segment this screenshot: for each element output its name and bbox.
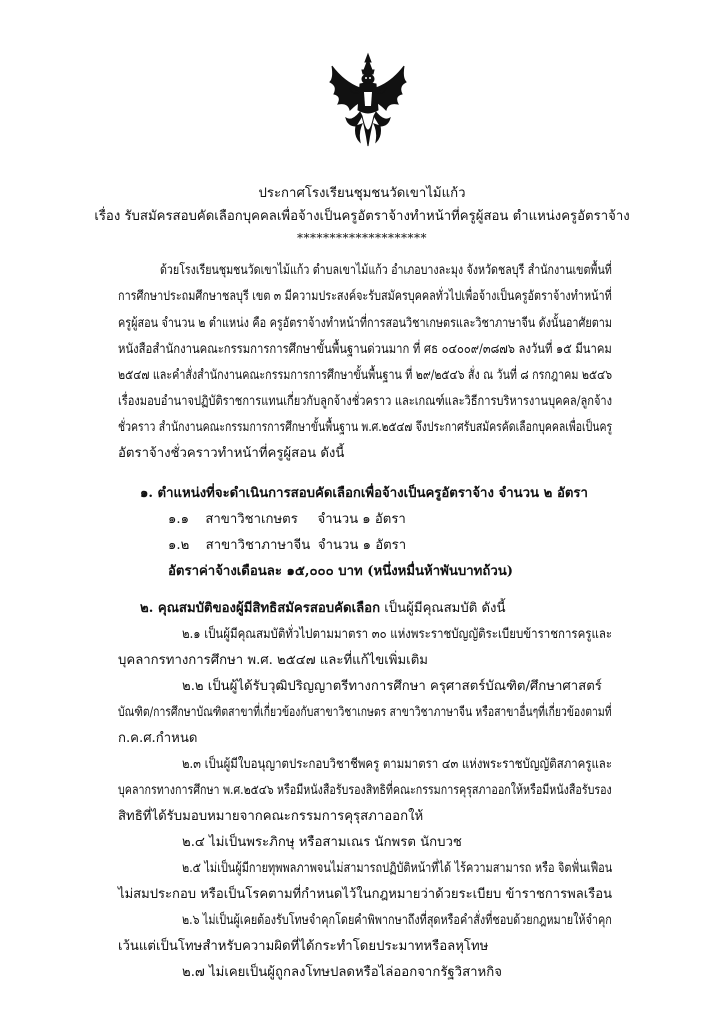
qualification-line: ๒.๑ เป็นผู้มีคุณสมบัติทั่วไปตามมาตรา ๓๐ แห่งพระราชบัญญัติระเบียบข้าราชการครูและ — [182, 627, 613, 642]
position-count: จำนวน ๑ อัตรา — [317, 538, 407, 553]
intro-line: ชั่วคราว สำนักงานคณะกรรมการการศึกษาขั้นพื้นฐาน พ.ศ.๒๕๔๗ จึงประกาศรับสมัครคัดเลือกบุคคลเพื่อเป็นครู — [118, 420, 613, 435]
qualification-line: ๒.๕ ไม่เป็นผู้มีกายทุพพลภาพจนไม่สามารถปฏิบัติหน้าที่ได้ ไร้ความสามารถ หรือ จิตฟั่นเฟือน — [182, 861, 613, 876]
section2-heading-bold: ๒. คุณสมบัติของผู้มีสิทธิสมัครสอบคัดเลือก — [140, 601, 381, 616]
intro-line: การศึกษาประถมศึกษาชลบุรี เขต ๓ มีความประสงค์จะรับสมัครบุคคลทั่วไปเพื่อจ้างเป็นครูอัตราจ้างทำหน้าที่ — [118, 289, 612, 304]
position-subject: สาขาวิชาภาษาจีน — [205, 538, 311, 553]
garuda-emblem-icon — [326, 52, 410, 148]
announcement-title: ประกาศโรงเรียนชุมชนวัดเขาไม้แก้ว — [258, 186, 466, 201]
qualification-line: ก.ค.ศ.กำหนด — [118, 731, 198, 746]
position-subject: สาขาวิชาเกษตร — [205, 512, 298, 527]
position-count: จำนวน ๑ อัตรา — [317, 512, 406, 527]
intro-line: ด้วยโรงเรียนชุมชนวัดเขาไม้แก้ว ตำบลเขาไม้แก้ว อำเภอบางละมุง จังหวัดชลบุรี สำนักงานเขตพื้นที่ — [160, 263, 612, 278]
position-number: ๑.๑ — [168, 512, 189, 527]
section1-heading: ๑. ตำแหน่งที่จะดำเนินการสอบคัดเลือกเพื่อจ้างเป็นครูอัตราจ้าง จำนวน ๒ อัตรา — [140, 486, 588, 501]
position-number: ๑.๒ — [168, 538, 190, 553]
qualification-line: ๒.๓ เป็นผู้มีใบอนุญาตประกอบวิชาชีพครู ตามมาตรา ๔๓ แห่งพระราชบัญญัติสภาครูและ — [182, 757, 612, 772]
intro-line: อัตราจ้างชั่วคราวทำหน้าที่ครูผู้สอน ดังนี้ — [118, 446, 345, 461]
qualification-line: บัณฑิต/การศึกษาบัณฑิตสาขาที่เกี่ยวข้องกับสาขาวิชาเกษตร สาขาวิชาภาษาจีน หรือสาขาอื่นๆที่เกี่ยวข้องตามที่ — [118, 705, 612, 720]
intro-line: เรื่องมอบอำนาจปฏิบัติราชการแทนเกี่ยวกับลูกจ้างชั่วคราว และเกณฑ์และวิธีการบริหารงานบุคคล/ลูกจ้าง — [118, 394, 613, 409]
qualification-line: ไม่สมประกอบ หรือเป็นโรคตามที่กำหนดไว้ในกฎหมายว่าด้วยระเบียบ ข้าราชการพลเรือน — [118, 887, 613, 902]
qualification-line: ๒.๗ ไม่เคยเป็นผู้ถูกลงโทษปลดหรือไล่ออกจากรัฐวิสาหกิจ — [182, 965, 502, 980]
qualification-line: เว้นแต่เป็นโทษสำหรับความผิดที่ได้กระทำโดยประมาทหรือลหุโทษ — [118, 939, 489, 954]
intro-line: หนังสือสำนักงานคณะกรรมการการศึกษาขั้นพื้นฐานด่วนมาก ที่ ศธ ๐๔๐๐๙/๓๘๗๖ ลงวันที่ ๑๕ มีนาคม — [118, 342, 612, 357]
section2-heading-rest: เป็นผู้มีคุณสมบัติ ดังนี้ — [380, 601, 506, 616]
qualification-line: ๒.๒ เป็นผู้ได้รับวุฒิปริญญาตรีทางการศึกษา ครุศาสตร์บัณฑิต/ศึกษาศาสตร์ — [182, 679, 602, 694]
header-divider: ******************** — [297, 231, 427, 245]
intro-line: ครูผู้สอน จำนวน ๒ ตำแหน่ง คือ ครูอัตราจ้างทำหน้าที่การสอนวิชาเกษตรและวิชาภาษาจีน ดังนั้นอาศัยตาม — [118, 316, 613, 331]
section2-heading — [140, 600, 506, 617]
qualification-line: ๒.๔ ไม่เป็นพระภิกษุ หรือสามเณร นักพรต นักบวช — [182, 835, 462, 850]
qualification-line: สิทธิที่ได้รับมอบหมายจากคณะกรรมการคุรุสภาออกให้ — [118, 809, 424, 824]
qualification-line: บุคลากรทางการศึกษา พ.ศ.๒๕๔๖ หรือมีหนังสือรับรองสิทธิที่คณะกรรมการคุรุสภาออกให้หรือมีหนังสือรับรอง — [118, 783, 612, 798]
qualification-line: บุคลากรทางการศึกษา พ.ศ. ๒๕๔๗ และที่แก้ไขเพิ่มเติม — [118, 653, 428, 668]
position-item — [168, 537, 406, 554]
salary-line: อัตราค่าจ้างเดือนละ ๑๕,๐๐๐ บาท (หนึ่งหมื่นห้าพันบาทถ้วน) — [168, 564, 513, 579]
announcement-subject: เรื่อง รับสมัครสอบคัดเลือกบุคคลเพื่อจ้างเป็นครูอัตราจ้างทำหน้าที่ครูผู้สอน ตำแหน่งครูอัตราจ้าง — [94, 209, 630, 224]
position-item — [168, 511, 406, 528]
intro-line: ๒๕๔๗ และคำสั่งสำนักงานคณะกรรมการการศึกษาขั้นพื้นฐาน ที่ ๒๙/๒๕๔๖ สั่ง ณ วันที่ ๘ กรกฎาคม ๒๕๔๖ — [118, 368, 613, 383]
qualification-line: ๒.๖ ไม่เป็นผู้เคยต้องรับโทษจำคุกโดยคำพิพากษาถึงที่สุดหรือคำสั่งที่ชอบด้วยกฎหมายให้จำคุก — [182, 913, 612, 928]
